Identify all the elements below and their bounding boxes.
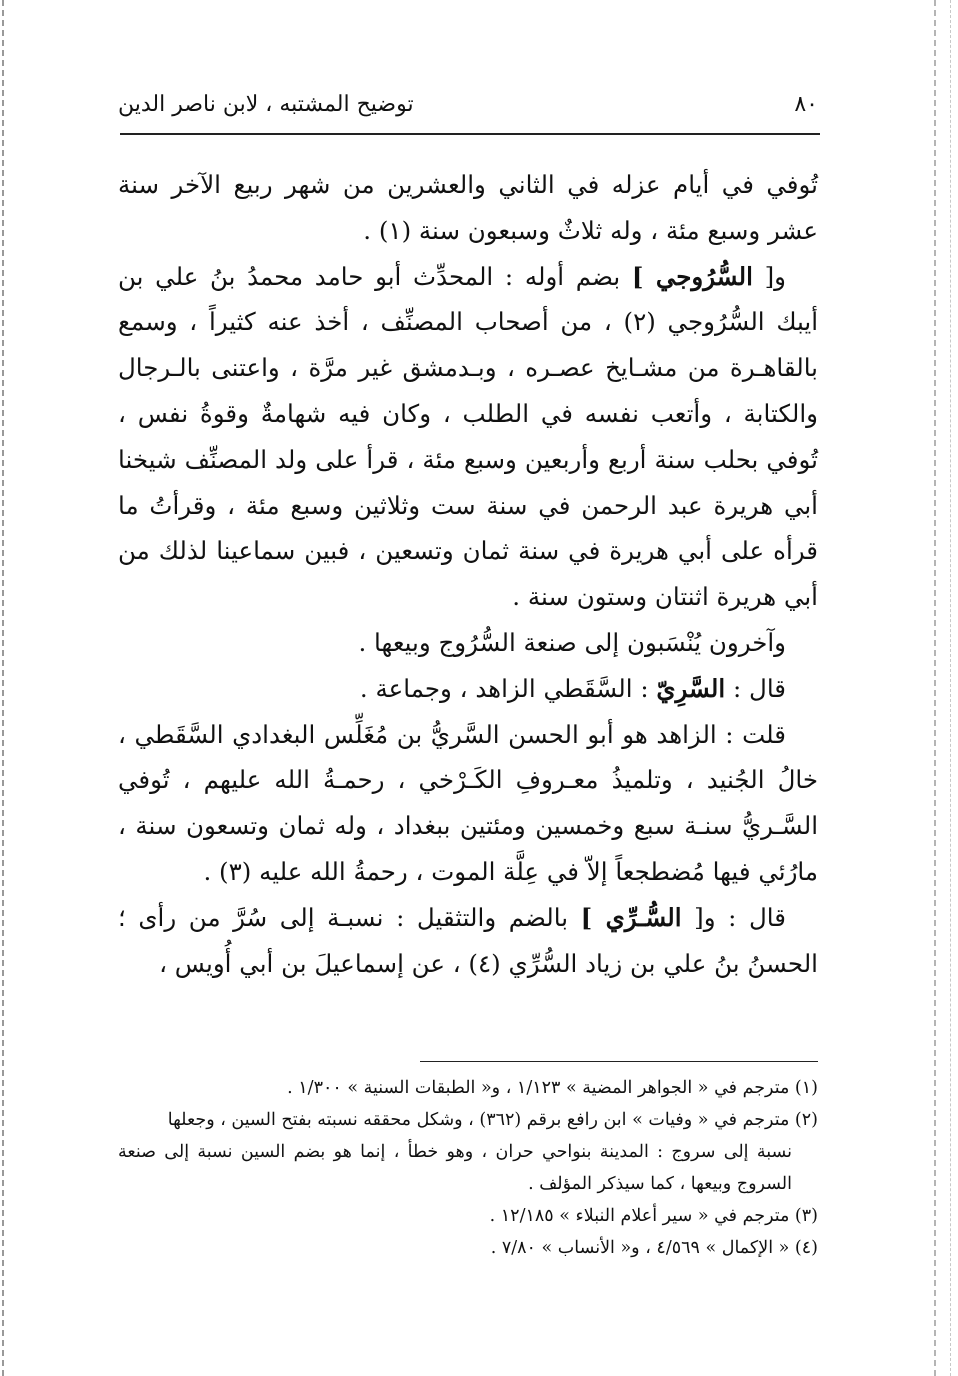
footnote-3: (٣) مترجم في « سير أعلام النبلاء » ١٢/١٨٥ . bbox=[489, 1206, 818, 1226]
paragraph-4 bbox=[118, 666, 818, 712]
running-title: توضيح المشتبه ، لابن ناصر الدين bbox=[118, 92, 414, 117]
running-header bbox=[118, 86, 818, 128]
paragraph-4-text: : السَّقَطي الزاهد ، وجماعة . bbox=[359, 673, 657, 703]
footnote-4: (٤) « الإكمال » ٤/٥٦٩ ، و« الأنساب » ٧/٨٠ . bbox=[490, 1238, 818, 1258]
footnotes bbox=[118, 1072, 818, 1264]
paragraph-5: قلت : الزاهد هو أبو الحسن السَّريُّ بن مُغَلِّس البغدادي السَّقَطي ، خالُ الجُنيد ، وتلميذُ معـروفِ الكَـرْخي ، رحمـةُ الله عليهم ، تُوفي السَّـريُّ سنـة سبع وخمسين ومئتين ببغداد ، وله ثمان وتسعون سنة ، مارُئي فيها مُضطجعاً إلاّ في عِلَّة الموت ، رحمةُ الله عليه (٣) . bbox=[118, 719, 818, 886]
page-number: ٨٠ bbox=[794, 92, 818, 117]
paragraph-1: تُوفي في أيام عزله في الثاني والعشرين من شهر ربيع الآخر سنة عشر وسبع مئة ، وله ثلاثٌ وسبعون سنة (١) . bbox=[118, 170, 818, 245]
scan-edge-left bbox=[2, 0, 4, 1376]
entry-term-surri: السُّـرِّي ] bbox=[580, 902, 682, 932]
paragraph-6-prefix: قال : و[ bbox=[681, 902, 786, 932]
body-text bbox=[118, 162, 818, 986]
footnote-1: (١) مترجم في « الجواهر المضية » ١/١٢٣ ، و« الطبقات السنية » ١/٣٠٠ . bbox=[287, 1078, 818, 1098]
paragraph-2 bbox=[118, 254, 818, 620]
entry-term-suruji: السُّرُوجي ] bbox=[631, 261, 753, 291]
paragraph-6-text: بالضم والتثقيل : نسبـة إلى سُرَّ من رأى ؛ الحسنُ بنُ علي بن زياد السُّرِّي (٤) ، عن إسماعيلَ بن أبي أُويس ، bbox=[118, 902, 818, 978]
scan-edge-right bbox=[934, 0, 936, 1376]
entry-term-sari: السَّرِيّ bbox=[656, 673, 726, 703]
header-rule bbox=[120, 133, 820, 135]
paragraph-6 bbox=[118, 895, 818, 987]
paragraph-4-prefix: قال : bbox=[725, 673, 786, 703]
paragraph-3: وآخرون يُنْسَبون إلى صنعة السُّرُوج وبيعها . bbox=[358, 627, 786, 657]
footnote-rule bbox=[420, 1061, 818, 1062]
scan-edge-right-outer bbox=[950, 0, 951, 1376]
footnote-2-first-line: (٢) مترجم في « وفيات » ابن رافع برقم (٣٦٢) ، وشكل محققه نسبته بفتح السين ، وجعلها bbox=[167, 1110, 818, 1130]
paragraph-2-text: بضم أوله : المحدِّث أبو حامد محمدُ بنُ علي بن أيبك السُّرُوجي (٢) ، من أصحاب المصنِّف ، أخذ عنه كثيراً ، وسمع بالقاهـرة من مشـايخ عصـره ، وبـدمشق غير مرَّة ، واعتنى بالـرجال والكتابة ، وأتعب نفسه في الطلب ، وكان فيه شهامةٌ وقوةُ نفس ، تُوفي بحلب سنة أربع وأربعين وسبع مئة ، قرأ على ولد المصنِّف شيخنا أبي هريرة عبد الرحمن في سنة ست وثلاثين وسبع مئة ، وقرأتُ ما قرأه على أبي هريرة في سنة ثمان وتسعين ، فبين سماعينا لذلك من أبي هريرة اثنتان وستون سنة . bbox=[118, 261, 819, 612]
footnote-2-continuation: نسبة إلى سروج : المدينة بنواحي حران ، وهو خطأ ، إنما هو بضم السين نسبة إلى صنعة السروج وبيعها ، كما سيذكر المؤلف . bbox=[118, 1142, 792, 1194]
paragraph-2-prefix: و[ bbox=[752, 261, 786, 291]
